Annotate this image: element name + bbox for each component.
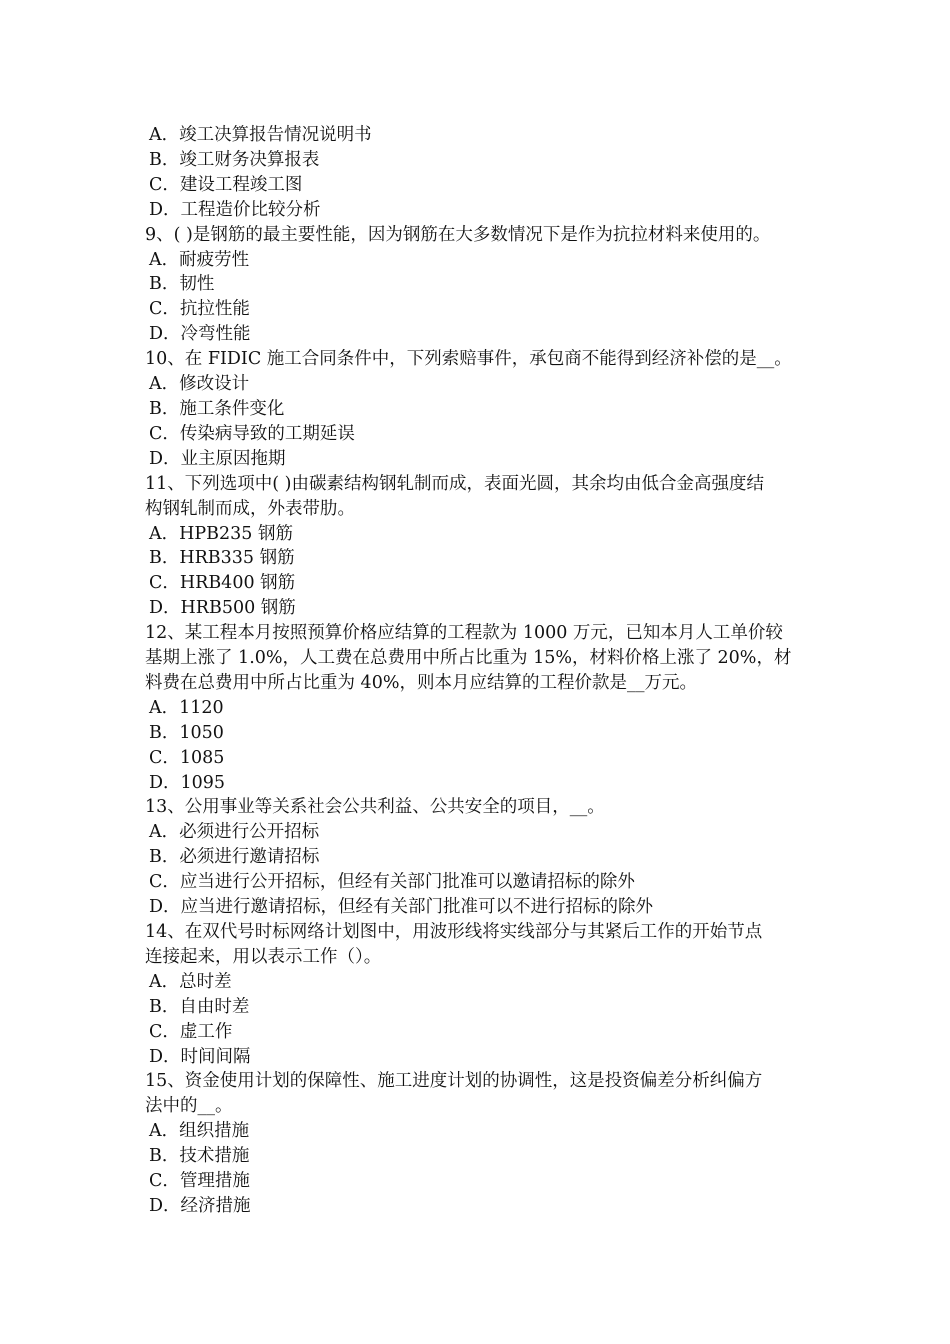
option-line: D．经济措施 <box>149 1195 251 1216</box>
question-line: 10、在 FIDIC 施工合同条件中，下列索赔事件，承包商不能得到经济补偿的是__。 <box>145 349 792 370</box>
option-line: B．必须进行邀请招标 <box>149 847 320 868</box>
question-line: 15、资金使用计划的保障性、施工进度计划的协调性，这是投资偏差分析纠偏方 <box>145 1071 763 1092</box>
option-line: D．应当进行邀请招标，但经有关部门批准可以不进行招标的除外 <box>149 897 654 918</box>
question-line: 料费在总费用中所占比重为 40%，则本月应结算的工程价款是__万元。 <box>145 672 697 693</box>
question-line: 构钢轧制而成，外表带肋。 <box>145 498 355 519</box>
question-line: 基期上涨了 1.0%，人工费在总费用中所占比重为 15%，材料价格上涨了 20%，材 <box>145 648 792 669</box>
option-line: A．竣工决算报告情况说明书 <box>149 125 372 145</box>
option-line: A．组织措施 <box>149 1121 250 1142</box>
question-line: 连接起来，用以表示工作（）。 <box>145 946 382 967</box>
question-line: 11、下列选项中( )由碳素结构钢轧制而成，表面光圆，其余均由低合金高强度结 <box>145 473 764 494</box>
option-line: C．应当进行公开招标，但经有关部门批准可以邀请招标的除外 <box>149 872 635 893</box>
question-line: 9、( )是钢筋的最主要性能，因为钢筋在大多数情况下是作为抗拉材料来使用的。 <box>145 224 771 245</box>
option-line: C．建设工程竣工图 <box>149 174 303 195</box>
option-line: D．冷弯性能 <box>149 324 251 345</box>
option-line: C．1085 <box>149 747 225 768</box>
option-line: D．时间间隔 <box>149 1046 251 1067</box>
option-line: A．1120 <box>149 697 224 718</box>
option-line: D．HRB500 钢筋 <box>149 598 296 619</box>
question-line: 13、公用事业等关系社会公共利益、公共安全的项目，__。 <box>145 797 605 818</box>
option-line: D．工程造价比较分析 <box>149 199 321 220</box>
option-line: A．修改设计 <box>149 374 250 395</box>
document-page <box>145 123 815 1219</box>
option-line: B．HRB335 钢筋 <box>149 548 295 569</box>
option-line: B．1050 <box>149 722 224 743</box>
option-line: D．1095 <box>149 772 226 793</box>
option-line: B．自由时差 <box>149 996 250 1017</box>
question-line: 14、在双代号时标网络计划图中，用波形线将实线部分与其紧后工作的开始节点 <box>145 922 763 942</box>
option-line: A．必须进行公开招标 <box>149 822 320 843</box>
option-line: C．虚工作 <box>149 1021 233 1042</box>
option-line: A．总时差 <box>149 971 232 992</box>
question-line: 法中的__。 <box>145 1096 233 1117</box>
option-line: B．技术措施 <box>149 1146 250 1167</box>
option-line: A．HPB235 钢筋 <box>149 523 293 544</box>
option-line: C．管理措施 <box>149 1171 250 1192</box>
option-line: B．竣工财务决算报表 <box>149 149 320 170</box>
option-line: C．传染病导致的工期延误 <box>149 423 355 444</box>
option-line: B．韧性 <box>149 274 215 295</box>
option-line: D．业主原因拖期 <box>149 448 286 469</box>
question-line: 12、某工程本月按照预算价格应结算的工程款为 1000 万元，已知本月人工单价较 <box>145 623 783 644</box>
option-line: A．耐疲劳性 <box>149 249 250 270</box>
option-line: C．HRB400 钢筋 <box>149 573 296 594</box>
option-line: C．抗拉性能 <box>149 299 250 320</box>
option-line: B．施工条件变化 <box>149 398 285 419</box>
